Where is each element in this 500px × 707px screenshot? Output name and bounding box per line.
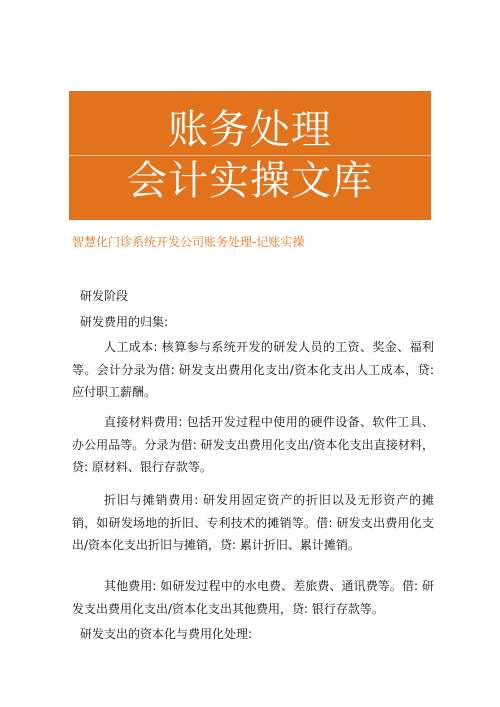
sub-heading: 研发费用的归集:	[80, 315, 169, 329]
title-banner	[69, 91, 431, 220]
banner-title-line1: 账务处理	[168, 107, 332, 153]
banner-title-line2: 会计实操文库	[127, 158, 373, 204]
section-heading: 研发阶段	[80, 289, 129, 303]
paragraph-labor-cost: 人工成本: 核算参与系统开发的研发人员的工资、奖金、福利等。会计分录为借: 研发支出费用化支出/资本化支出人工成本，贷: 应付职工薪酬。	[72, 340, 434, 399]
document-subtitle: 智慧化门诊系统开发公司账务处理-记账实操	[72, 235, 305, 249]
last-heading: 研发支出的资本化与费用化处理:	[80, 627, 253, 641]
paragraph-depreciation: 折旧与摊销费用: 研发用固定资产的折旧以及无形资产的摊销，如研发场地的折旧、专利技术的摊销等。借: 研发支出费用化支出/资本化支出折旧与摊销，贷: 累计折旧、累计摊销。	[72, 493, 434, 552]
banner-divider	[69, 155, 431, 156]
paragraph-other-expenses: 其他费用: 如研发过程中的水电费、差旅费、通讯费等。借: 研发支出费用化支出/资本化支出其他费用，贷: 银行存款等。	[72, 579, 434, 616]
paragraph-direct-materials: 直接材料费用: 包括开发过程中使用的硬件设备、软件工具、办公用品等。分录为借: 研发支出费用化支出/资本化支出直接材料，贷: 原材料、银行存款等。	[72, 415, 434, 474]
